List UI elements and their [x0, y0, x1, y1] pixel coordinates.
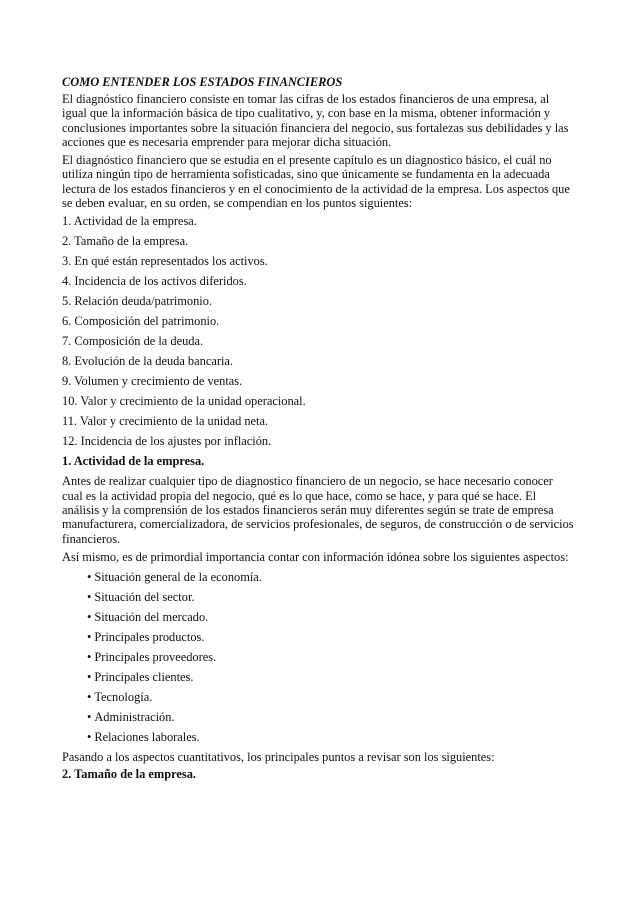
list-item: 12. Incidencia de los ajustes por inflación.: [62, 434, 272, 449]
bullet-text: Relaciones laborales.: [94, 730, 200, 745]
bullet-text: Situación del mercado.: [94, 610, 209, 625]
bullet-text: Principales clientes.: [94, 670, 194, 685]
bullet-item: [62, 610, 574, 630]
bullet-text: Principales proveedores.: [94, 650, 217, 665]
bullet-item: [62, 690, 574, 710]
bullet-icon: •: [87, 690, 92, 705]
bullet-text: Situación del sector.: [94, 590, 195, 605]
bullet-item: [62, 650, 574, 670]
bullet-icon: •: [87, 590, 92, 605]
bullet-icon: •: [87, 730, 92, 745]
bullet-list: [62, 570, 574, 750]
list-item: 8. Evolución de la deuda bancaria.: [62, 354, 233, 369]
cuantitativos-paragraph: Pasando a los aspectos cuantitativos, los principales puntos a revisar son los siguientes:: [62, 750, 495, 765]
bullet-item: [62, 630, 574, 650]
list-item: 4. Incidencia de los activos diferidos.: [62, 274, 247, 289]
bullet-icon: •: [87, 570, 92, 585]
bullet-text: Situación general de la economía.: [94, 570, 262, 585]
bullet-text: Administración.: [94, 710, 175, 725]
document-title: COMO ENTENDER LOS ESTADOS FINANCIEROS: [62, 75, 343, 89]
aspectos-paragraph: Así mismo, es de primordial importancia contar con información idónea sobre los siguientes aspectos:: [62, 549, 569, 564]
bullet-item: [62, 670, 574, 690]
bullet-text: Tecnología.: [94, 690, 153, 705]
numbered-list: [62, 214, 574, 454]
actividad-paragraph: Antes de realizar cualquier tipo de diagnostico financiero de un negocio, se hace necesario conocer cual es la actividad propia del negocio, qué es lo que hace, como se hace, y para qué se hace. El análisis y la comprensión de los estados financieros serán muy diferentes según se trate de empresa manufacturera, comercializadora, de servicios profesionales, de seguros, de construcción o de servicios financieros.: [62, 474, 574, 546]
bullet-icon: •: [87, 610, 92, 625]
bullet-item: [62, 730, 574, 750]
list-item: 3. En qué están representados los activos.: [62, 254, 268, 269]
bullet-item: [62, 590, 574, 610]
bullet-icon: •: [87, 650, 92, 665]
bullet-icon: •: [87, 710, 92, 725]
document-page: [62, 74, 574, 787]
list-item: 6. Composición del patrimonio.: [62, 314, 220, 329]
bullet-item: [62, 570, 574, 590]
list-item: 1. Actividad de la empresa.: [62, 214, 197, 229]
list-item: 7. Composición de la deuda.: [62, 334, 204, 349]
list-item: 11. Valor y crecimiento de la unidad neta.: [62, 414, 269, 429]
scope-paragraph: El diagnóstico financiero que se estudia en el presente capítulo es un diagnostico básico, el cuál no utiliza ningún tipo de herramienta sofisticadas, sino que únicamente se fundamenta en la adecuada lectura de los estados financieros y en el conocimiento de la actividad de la empresa. Los aspectos que se deben evaluar, en su orden, se compendian en los puntos siguientes:: [62, 153, 570, 211]
bullet-text: Principales productos.: [94, 630, 205, 645]
list-item: 10. Valor y crecimiento de la unidad operacional.: [62, 394, 306, 409]
bullet-icon: •: [87, 670, 92, 685]
list-item: 2. Tamaño de la empresa.: [62, 234, 189, 249]
bullet-icon: •: [87, 630, 92, 645]
bullet-item: [62, 710, 574, 730]
intro-paragraph: El diagnóstico financiero consiste en tomar las cifras de los estados financieros de una empresa, al igual que la información básica de tipo cualitativo, y, con base en la misma, obtener información y conclusiones importantes sobre la situación financiera del negocio, sus fortalezas sus debilidades y las acciones que es necesaria emprender para mejorar dicha situación.: [62, 92, 569, 149]
list-item: 5. Relación deuda/patrimonio.: [62, 294, 213, 309]
section-heading-actividad: 1. Actividad de la empresa.: [62, 454, 205, 469]
section-heading-tamano: 2. Tamaño de la empresa.: [62, 767, 197, 782]
list-item: 9. Volumen y crecimiento de ventas.: [62, 374, 243, 389]
